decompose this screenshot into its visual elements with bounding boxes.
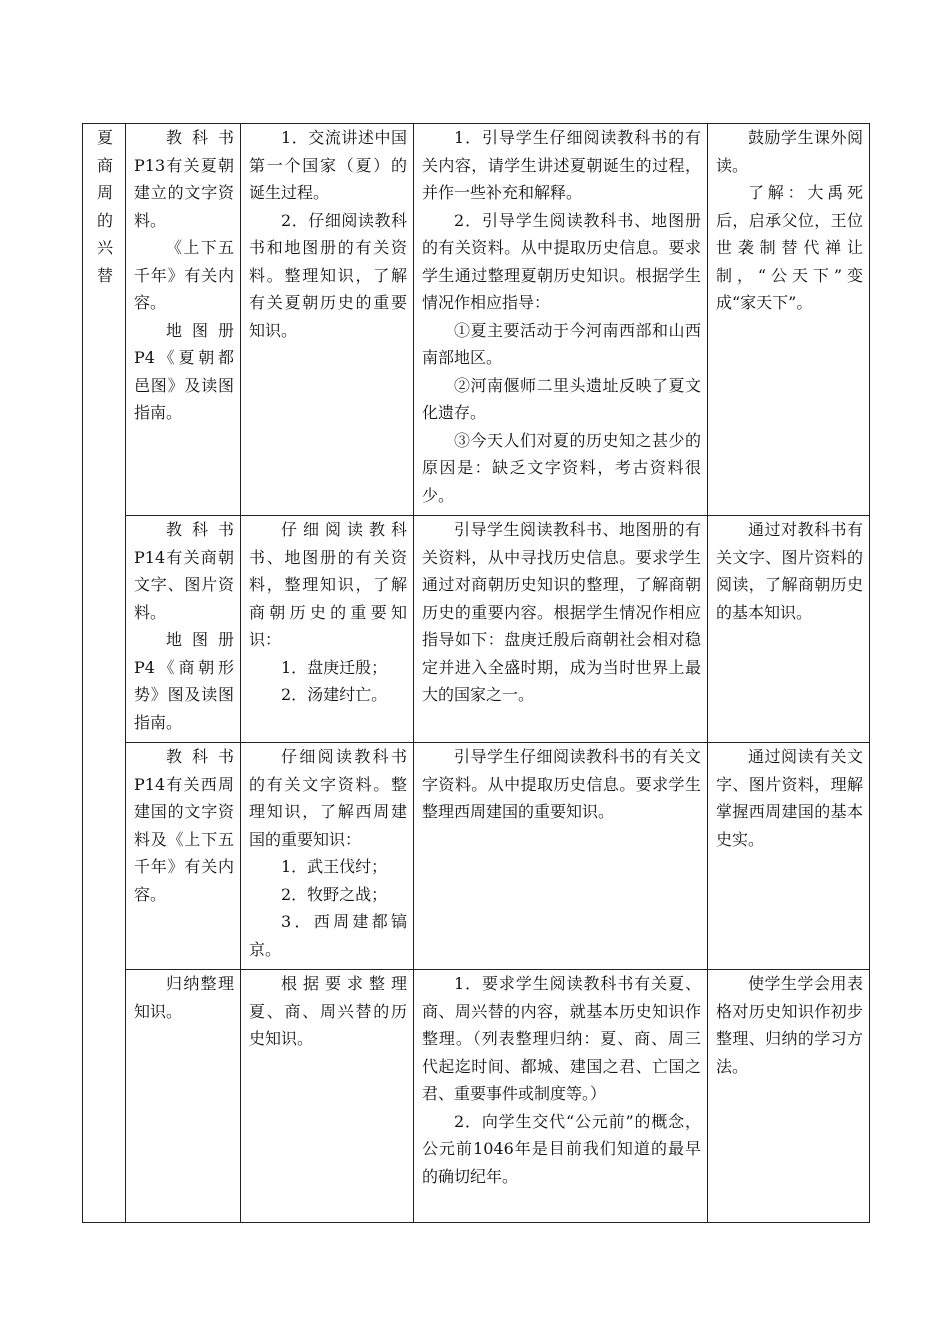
student-activity-text: 2．汤建纣亡。	[281, 685, 388, 704]
resources-cell	[126, 516, 241, 743]
goal-cell	[708, 743, 870, 970]
teacher-activity-text: 1．引导学生仔细阅读教科书的有关内容，请学生讲述夏朝诞生的过程，并作一些补充和解释。	[422, 128, 701, 202]
resource-text: 地图册P4《商朝形势》图及读图指南。	[134, 630, 234, 732]
student-activity-text: 根据要求整理夏、商、周兴替的历史知识。	[249, 974, 407, 1048]
resources-cell	[126, 743, 241, 970]
goal-text: 鼓励学生课外阅读。	[716, 128, 863, 175]
topic-char: 兴	[96, 238, 113, 257]
resources-cell	[126, 124, 241, 516]
resource-text: 教科书P14有关西周建国的文字资料及《上下五千年》有关内容。	[134, 747, 234, 904]
student-activity-text: 3．西周建都镐京。	[249, 912, 407, 959]
student-activity-text: 2．牧野之战；	[281, 884, 388, 904]
goal-text: 了解：大禹死后，启承父位，王位世袭制替代禅让制，“公天下”变成“家天下”。	[716, 183, 863, 312]
teacher-activity-text: 1．要求学生阅读教科书有关夏、商、周兴替的内容，就基本历史知识作整理。（列表整理归纳：夏、商、周三代起迄时间、都城、建国之君、亡国之君、重要事件或制度等。）	[422, 974, 701, 1103]
lesson-plan-table	[82, 123, 870, 1223]
goal-cell	[708, 516, 870, 743]
resource-text: 《上下五千年》有关内容。	[134, 238, 234, 312]
topic-char: 替	[96, 265, 113, 285]
topic-char: 夏	[96, 128, 113, 147]
topic-cell	[83, 124, 126, 1223]
topic-char: 商	[96, 155, 113, 175]
teacher-activity-cell	[414, 516, 708, 743]
resource-text: 教科书P14有关商朝文字、图片资料。	[134, 520, 234, 622]
goal-cell	[708, 124, 870, 516]
teacher-activity-text: ③今天人们对夏的历史知之甚少的原因是：缺乏文字资料，考古资料很少。	[422, 430, 701, 505]
goal-cell	[708, 970, 870, 1223]
teacher-activity-text: 2．向学生交代“公元前”的概念，公元前1046年是目前我们知道的最早的确切纪年。	[422, 1111, 701, 1186]
topic-char: 周	[96, 183, 113, 202]
student-activity-cell	[241, 970, 414, 1223]
student-activity-cell	[241, 516, 414, 743]
teacher-activity-text: 2．引导学生阅读教科书、地图册的有关资料。从中提取历史信息。要求学生通过整理夏朝历史知识。根据学生情况作相应指导：	[422, 210, 701, 312]
resources-cell	[126, 970, 241, 1223]
teacher-activity-cell	[414, 124, 708, 516]
teacher-activity-cell	[414, 970, 708, 1223]
table-row-summary	[83, 970, 870, 1223]
topic-char: 的	[96, 210, 113, 230]
teacher-activity-text: 引导学生仔细阅读教科书的有关文字资料。从中提取历史信息。要求学生整理西周建国的重要知识。	[422, 747, 701, 821]
resource-text: 地图册P4《夏朝都邑图》及读图指南。	[134, 320, 234, 422]
student-activity-text: 仔细阅读教科书的有关文字资料。整理知识，了解西周建国的重要知识：	[249, 747, 407, 849]
student-activity-cell	[241, 124, 414, 516]
teacher-activity-text: 引导学生阅读教科书、地图册的有关资料，从中寻找历史信息。要求学生通过对商朝历史知识的整理，了解商朝历史的重要内容。根据学生情况作相应指导如下：盘庚迁殷后商朝社会相对稳定并进入全盛时期，成为当时世界上最大的国家之一。	[422, 520, 701, 704]
goal-text: 通过阅读有关文字、图片资料，理解掌握西周建国的基本史实。	[716, 747, 863, 849]
student-activity-text: 1．交流讲述中国第一个国家（夏）的诞生过程。	[249, 128, 407, 202]
resource-text: 归纳整理知识。	[134, 974, 234, 1021]
student-activity-text: 1．盘庚迁殷；	[281, 657, 388, 677]
table-row-xia	[83, 124, 870, 516]
student-activity-text: 1．武王伐纣；	[281, 857, 388, 876]
table-row-western-zhou	[83, 743, 870, 970]
goal-text: 通过对教科书有关文字、图片资料的阅读，了解商朝历史的基本知识。	[716, 520, 863, 622]
student-activity-text: 仔细阅读教科书、地图册的有关资料，整理知识，了解商朝历史的重要知识：	[249, 520, 407, 649]
teacher-activity-text: ①夏主要活动于今河南西部和山西南部地区。	[422, 320, 701, 367]
student-activity-text: 2．仔细阅读教科书和地图册的有关资料。整理知识，了解有关夏朝历史的重要知识。	[249, 210, 407, 340]
table-row-shang	[83, 516, 870, 743]
resource-text: 教科书P13有关夏朝建立的文字资料。	[134, 128, 234, 230]
teacher-activity-cell	[414, 743, 708, 970]
student-activity-cell	[241, 743, 414, 970]
teacher-activity-text: ②河南偃师二里头遗址反映了夏文化遗存。	[422, 375, 701, 422]
goal-text: 使学生学会用表格对历史知识作初步整理、归纳的学习方法。	[716, 974, 863, 1076]
